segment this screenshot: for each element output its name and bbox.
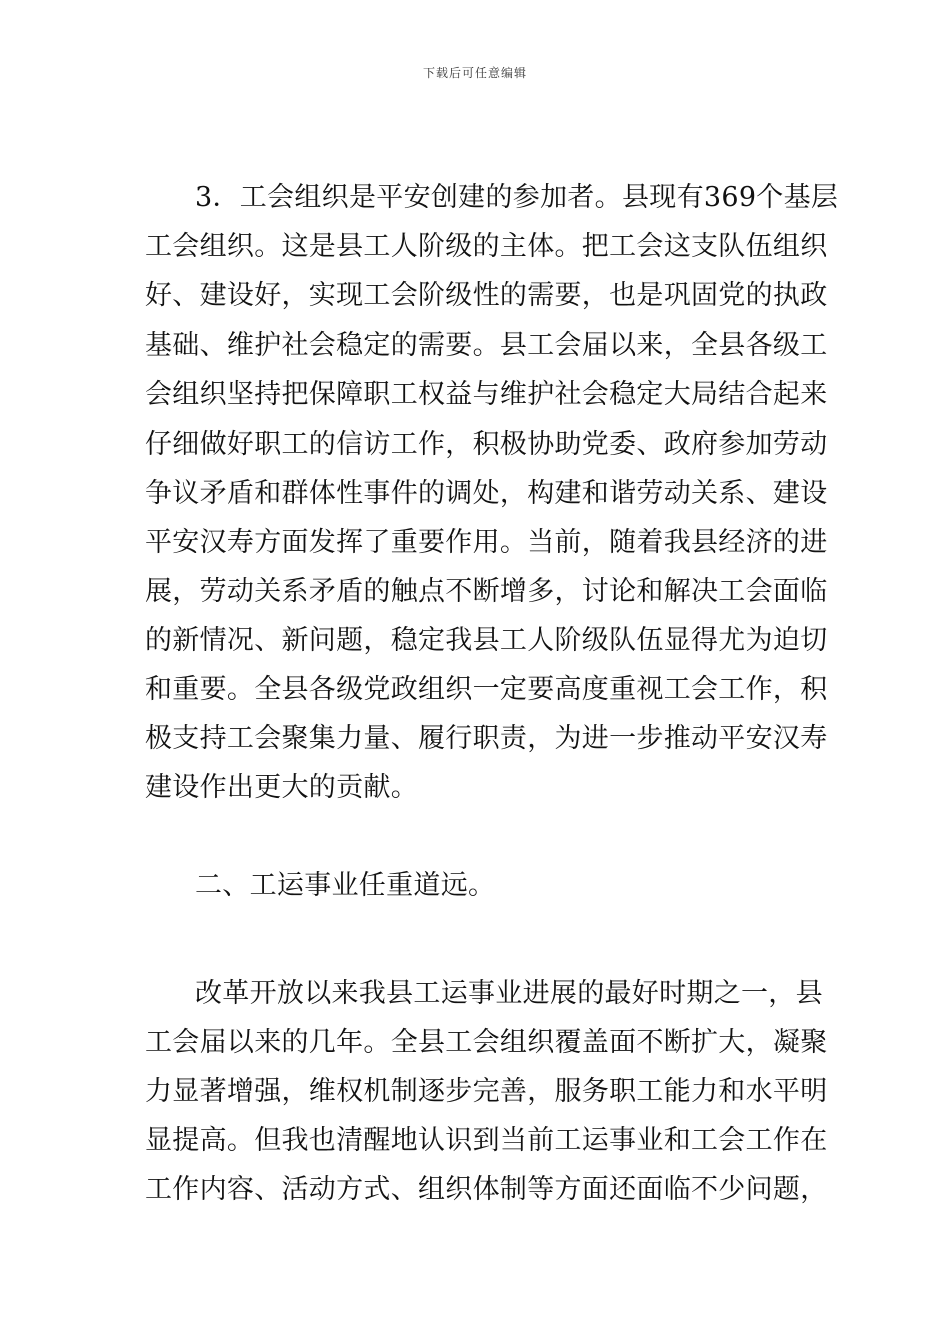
text-line: 争议矛盾和群体性事件的调处，构建和谐劳动关系、建设 [145, 478, 828, 509]
text-line: 建设作出更大的贡献。 [145, 772, 418, 803]
text-line: 展，劳动关系矛盾的触点不断增多，讨论和解决工会面临 [145, 576, 828, 607]
text-line: 和重要。全县各级党政组织一定要高度重视工会工作，积 [145, 674, 828, 705]
text-line: 3．工会组织是平安创建的参加者。县现有369个基层 [195, 182, 839, 213]
text-line: 平安汉寿方面发挥了重要作用。当前，随着我县经济的进 [145, 527, 828, 558]
text-line: 会组织坚持把保障职工权益与维护社会稳定大局结合起来 [145, 379, 828, 410]
text-line: 工作内容、活动方式、组织体制等方面还面临不少问题， [145, 1174, 828, 1205]
text-line: 基础、维护社会稳定的需要。县工会届以来，全县各级工 [145, 330, 828, 361]
text-line: 改革开放以来我县工运事业进展的最好时期之一，县 [195, 978, 823, 1009]
text-line: 仔细做好职工的信访工作，积极协助党委、政府参加劳动 [145, 429, 828, 460]
text-line: 力显著增强，维权机制逐步完善，服务职工能力和水平明 [145, 1076, 828, 1107]
section-heading: 二、工运事业任重道远。 [195, 870, 496, 901]
text-line: 极支持工会聚集力量、履行职责，为进一步推动平安汉寿 [145, 723, 828, 754]
text-line: 显提高。但我也清醒地认识到当前工运事业和工会工作在 [145, 1125, 828, 1156]
text-line: 工会组织。这是县工人阶级的主体。把工会这支队伍组织 [145, 231, 828, 262]
header-note: 下载后可任意编辑 [422, 66, 527, 80]
text-line: 工会届以来的几年。全县工会组织覆盖面不断扩大，凝聚 [145, 1027, 828, 1058]
text-line: 好、建设好，实现工会阶级性的需要，也是巩固党的执政 [145, 280, 828, 311]
text-line: 的新情况、新问题，稳定我县工人阶级队伍显得尤为迫切 [145, 625, 828, 656]
